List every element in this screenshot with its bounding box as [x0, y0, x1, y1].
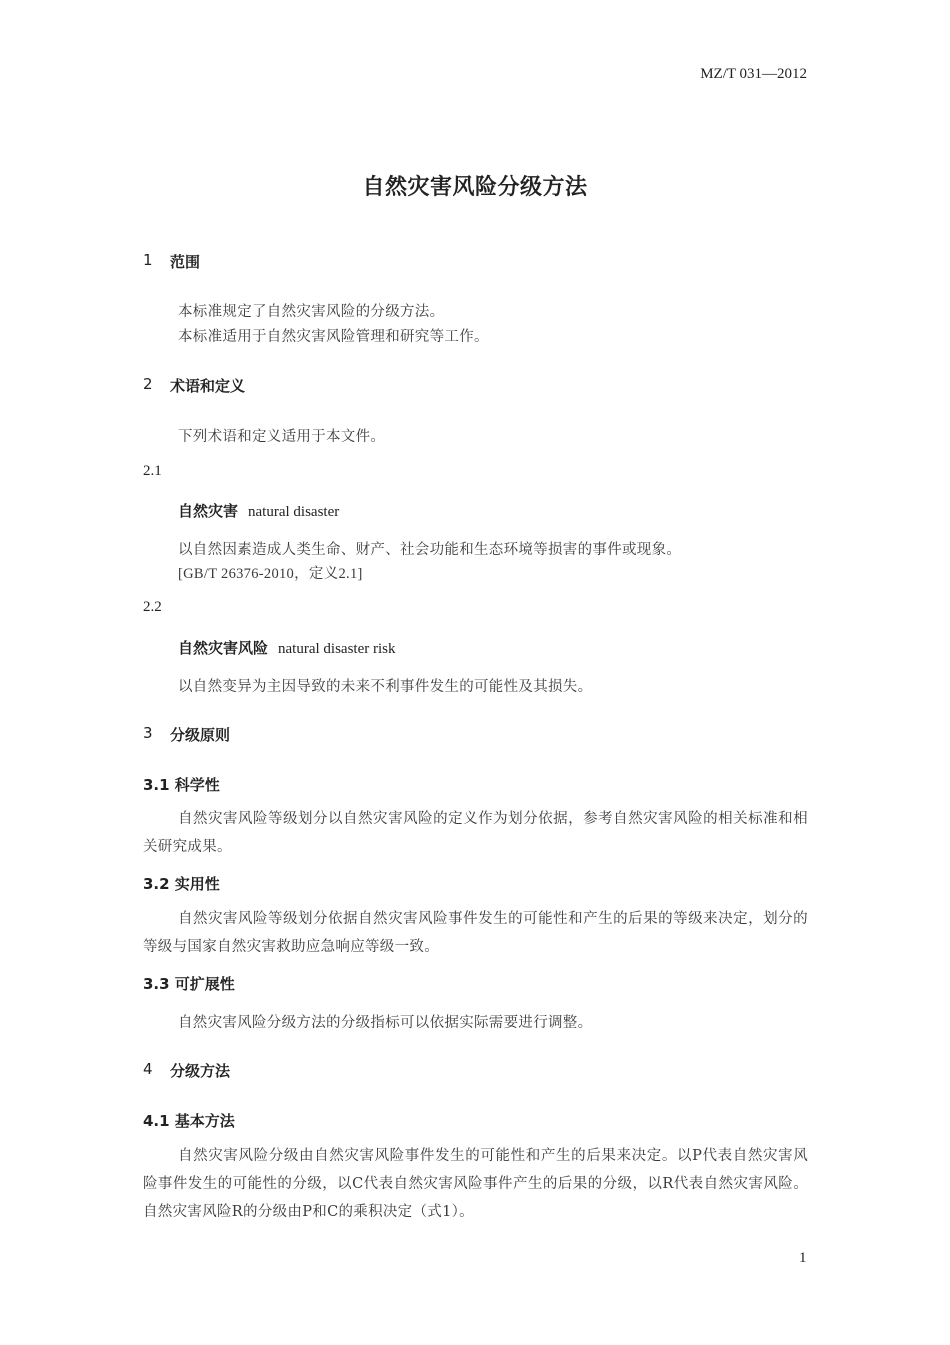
section-1-paragraph-1: 本标准规定了自然灾害风险的分级方法。 — [178, 304, 445, 320]
section-1-paragraph-2: 本标准适用于自然灾害风险管理和研究等工作。 — [178, 329, 489, 345]
document-title: 自然灾害风险分级方法 — [362, 175, 588, 200]
clause-2-1-definition: 以自然因素造成人类生命、财产、社会功能和生态环境等损害的事件或现象。 — [178, 542, 682, 558]
clause-3-2-title: 3.2 实用性 — [143, 875, 220, 893]
section-2-title: 术语和定义 — [170, 377, 246, 395]
section-1-title: 范围 — [170, 253, 201, 271]
clause-2-2-term — [178, 637, 395, 658]
term-english: natural disaster risk — [278, 641, 396, 657]
clause-3-1-title: 3.1 科学性 — [143, 776, 220, 794]
clause-3-3-title: 3.3 可扩展性 — [143, 975, 235, 993]
section-4-title: 分级方法 — [170, 1062, 231, 1080]
term-english: natural disaster — [248, 504, 340, 520]
clause-2-1-term — [178, 500, 339, 521]
section-2-number: 2 — [143, 375, 153, 393]
clause-3-3-text: 自然灾害风险分级方法的分级指标可以依据实际需要进行调整。 — [178, 1015, 593, 1031]
term-chinese: 自然灾害风险 — [178, 639, 269, 657]
clause-3-1-text: 自然灾害风险等级划分以自然灾害风险的定义作为划分依据，参考自然灾害风险的相关标准和相关研究成果。 — [143, 811, 808, 855]
clause-2-1-number: 2.1 — [143, 463, 162, 479]
term-chinese: 自然灾害 — [178, 502, 239, 520]
clause-3-2-text: 自然灾害风险等级划分依据自然灾害风险事件发生的可能性和产生的后果的等级来决定，划分的等级与国家自然灾害救助应急响应等级一致。 — [143, 911, 808, 955]
page-number: 1 — [799, 1250, 807, 1266]
section-2-intro: 下列术语和定义适用于本文件。 — [178, 429, 386, 445]
section-4-number: 4 — [143, 1060, 153, 1078]
clause-2-2-number: 2.2 — [143, 599, 162, 615]
clause-2-2-definition: 以自然变异为主因导致的未来不利事件发生的可能性及其损失。 — [178, 679, 593, 695]
section-3-number: 3 — [143, 724, 153, 742]
clause-4-1-title: 4.1 基本方法 — [143, 1112, 235, 1130]
section-1-number: 1 — [143, 251, 153, 269]
standard-code: MZ/T 031—2012 — [700, 66, 807, 82]
section-3-title: 分级原则 — [170, 726, 231, 744]
clause-2-1-source: [GB/T 26376-2010，定义2.1] — [178, 566, 363, 582]
clause-4-1-text: 自然灾害风险分级由自然灾害风险事件发生的可能性和产生的后果来决定。以P代表自然灾害风险事件发生的可能性的分级，以C代表自然灾害风险事件产生的后果的分级，以R代表自然灾害风险。自然灾害风险R的分级由P和C的乘积决定（式1）。 — [143, 1148, 808, 1220]
